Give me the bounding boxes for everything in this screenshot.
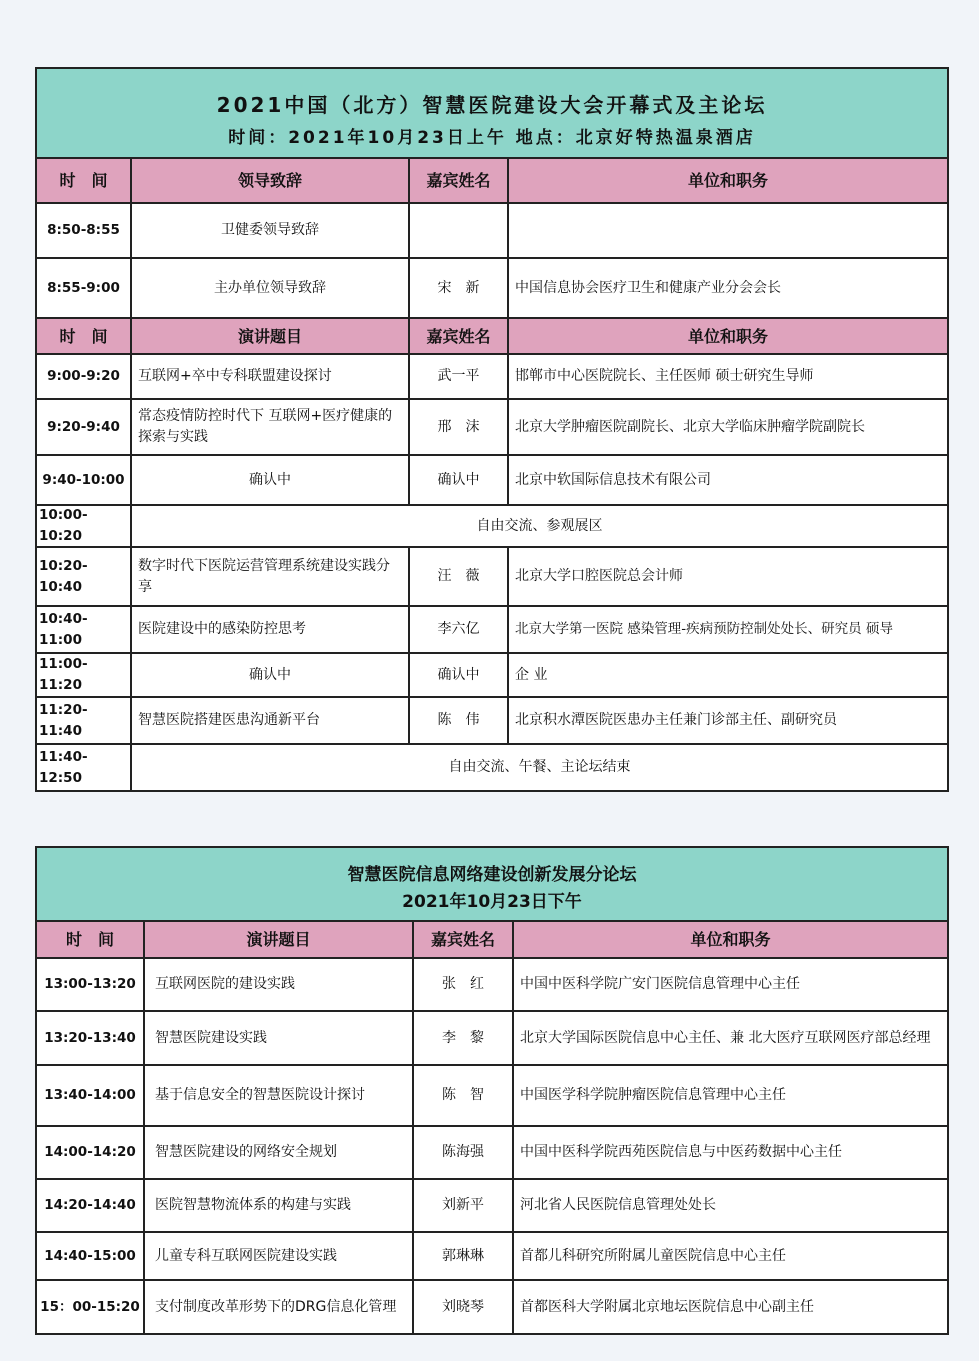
row-name: 确认中	[410, 654, 509, 696]
row-time: 11:00-11:20	[37, 654, 132, 696]
row-topic: 医院建设中的感染防控思考	[132, 607, 410, 652]
row-time: 11:20-11:40	[37, 698, 132, 743]
table-row	[37, 506, 947, 548]
table-row	[37, 698, 947, 745]
table-row	[37, 607, 947, 654]
header-org: 单位和职务	[690, 930, 771, 949]
header-topic: 演讲题目	[132, 319, 410, 353]
header-topic: 演讲题目	[145, 922, 414, 957]
header-time: 时 间	[37, 922, 145, 957]
sub-forum-table	[35, 846, 949, 1335]
row-org: 首都医科大学附属北京地坛医院信息中心副主任	[520, 1298, 814, 1315]
header-name: 嘉宾姓名	[410, 319, 509, 353]
row-time: 9:40-10:00	[37, 456, 132, 504]
row-org: 首都儿科研究所附属儿童医院信息中心主任	[520, 1247, 786, 1264]
row-name: 宋 新	[410, 259, 509, 317]
row-break: 自由交流、参观展区	[476, 517, 603, 534]
row-org: 河北省人民医院信息管理处处长	[520, 1197, 716, 1213]
row-time: 8:50-8:55	[37, 204, 132, 257]
table-header-row	[37, 922, 947, 959]
row-topic: 卫健委领导致辞	[132, 204, 410, 257]
row-topic: 儿童专科互联网医院建设实践	[145, 1233, 414, 1279]
row-name: 确认中	[410, 456, 509, 504]
table-row	[37, 1281, 947, 1335]
row-topic: 智慧医院建设实践	[145, 1012, 414, 1064]
row-time: 13:00-13:20	[37, 959, 145, 1010]
row-org: 中国医学科学院肿瘤医院信息管理中心主任	[520, 1087, 786, 1103]
row-time: 15：00-15:20	[37, 1281, 145, 1333]
row-time: 11:40-12:50	[37, 745, 132, 790]
row-org: 中国中医科学院西苑医院信息与中医药数据中心主任	[520, 1144, 842, 1160]
row-time: 14:00-14:20	[37, 1127, 145, 1178]
table-row	[37, 400, 947, 456]
row-name: 武一平	[410, 355, 509, 398]
row-topic: 基于信息安全的智慧医院设计探讨	[145, 1066, 414, 1125]
row-time: 14:40-15:00	[37, 1233, 145, 1279]
row-org: 中国信息协会医疗卫生和健康产业分会会长	[515, 279, 781, 296]
row-topic: 智慧医院建设的网络安全规划	[145, 1127, 414, 1178]
table-row	[37, 355, 947, 400]
header-name: 嘉宾姓名	[410, 159, 509, 202]
row-topic: 互联网医院的建设实践	[145, 959, 414, 1010]
table-row	[37, 1180, 947, 1233]
table-row	[37, 1012, 947, 1066]
row-time: 13:20-13:40	[37, 1012, 145, 1064]
table-row	[37, 1127, 947, 1180]
row-org	[509, 204, 947, 257]
header-name: 嘉宾姓名	[414, 922, 514, 957]
row-topic: 互联网+卒中专科联盟建设探讨	[132, 355, 410, 398]
row-org: 邯郸市中心医院院长、主任医师 硕士研究生导师	[515, 368, 814, 384]
row-name: 陈海强	[414, 1127, 514, 1178]
main-forum-subtitle: 时间：2021年10月23日上午 地点：北京好特热温泉酒店	[228, 128, 756, 148]
row-name: 汪 薇	[410, 548, 509, 605]
row-org: 北京大学肿瘤医院副院长、北京大学临床肿瘤学院副院长	[515, 418, 865, 435]
sub-forum-subtitle: 2021年10月23日下午	[402, 892, 582, 912]
row-time: 9:20-9:40	[37, 400, 132, 454]
sub-forum-title-band	[37, 848, 947, 922]
row-time: 13:40-14:00	[37, 1066, 145, 1125]
row-topic: 确认中	[132, 456, 410, 504]
row-name: 陈 智	[414, 1066, 514, 1125]
table-row	[37, 745, 947, 792]
table-row	[37, 548, 947, 607]
table-header-row	[37, 159, 947, 204]
row-org: 北京积水潭医院医患办主任兼门诊部主任、副研究员	[515, 712, 837, 728]
row-org: 北京中软国际信息技术有限公司	[515, 471, 711, 488]
row-topic: 常态疫情防控时代下 互联网+医疗健康的探索与实践	[132, 400, 410, 454]
row-topic: 确认中	[132, 654, 410, 696]
row-time: 9:00-9:20	[37, 355, 132, 398]
row-time: 8:55-9:00	[37, 259, 132, 317]
row-org: 企 业	[515, 666, 548, 683]
row-org: 北京大学国际医院信息中心主任、兼 北大医疗互联网医疗部总经理	[520, 1029, 931, 1046]
row-org: 中国中医科学院广安门医院信息管理中心主任	[520, 976, 800, 992]
header-topic: 领导致辞	[132, 159, 410, 202]
table-row	[37, 1233, 947, 1281]
row-topic: 医院智慧物流体系的构建与实践	[145, 1180, 414, 1231]
row-time: 10:20-10:40	[37, 548, 132, 605]
row-topic: 主办单位领导致辞	[132, 259, 410, 317]
table-header-row	[37, 319, 947, 355]
table-row	[37, 259, 947, 319]
header-org: 单位和职务	[687, 171, 768, 190]
row-name: 刘晓琴	[414, 1281, 514, 1333]
row-topic: 支付制度改革形势下的DRG信息化管理	[145, 1281, 414, 1333]
main-forum-table	[35, 67, 949, 792]
main-forum-title: 2021中国（北方）智慧医院建设大会开幕式及主论坛	[216, 93, 768, 117]
table-row	[37, 204, 947, 259]
row-name: 李六亿	[410, 607, 509, 652]
header-time: 时 间	[37, 159, 132, 202]
table-row	[37, 654, 947, 698]
row-name: 郭琳琳	[414, 1233, 514, 1279]
header-org: 单位和职务	[687, 326, 768, 346]
table-row	[37, 456, 947, 506]
row-name: 张 红	[414, 959, 514, 1010]
row-time: 10:00-10:20	[37, 506, 132, 546]
row-time: 14:20-14:40	[37, 1180, 145, 1231]
sub-forum-title: 智慧医院信息网络建设创新发展分论坛	[347, 865, 637, 885]
table-row	[37, 959, 947, 1012]
row-topic: 数字时代下医院运营管理系统建设实践分享	[132, 548, 410, 605]
row-org: 北京大学第一医院 感染管理-疾病预防控制处处长、研究员 硕导	[515, 621, 893, 637]
row-name: 邢 沫	[410, 400, 509, 454]
row-name: 李 黎	[414, 1012, 514, 1064]
row-name: 刘新平	[414, 1180, 514, 1231]
row-break: 自由交流、午餐、主论坛结束	[448, 759, 631, 775]
table-row	[37, 1066, 947, 1127]
row-name	[410, 204, 509, 257]
main-forum-title-band	[37, 69, 947, 159]
header-time: 时 间	[37, 319, 132, 353]
row-topic: 智慧医院搭建医患沟通新平台	[132, 698, 410, 743]
row-org: 北京大学口腔医院总会计师	[515, 568, 683, 584]
row-time: 10:40-11:00	[37, 607, 132, 652]
row-name: 陈 伟	[410, 698, 509, 743]
